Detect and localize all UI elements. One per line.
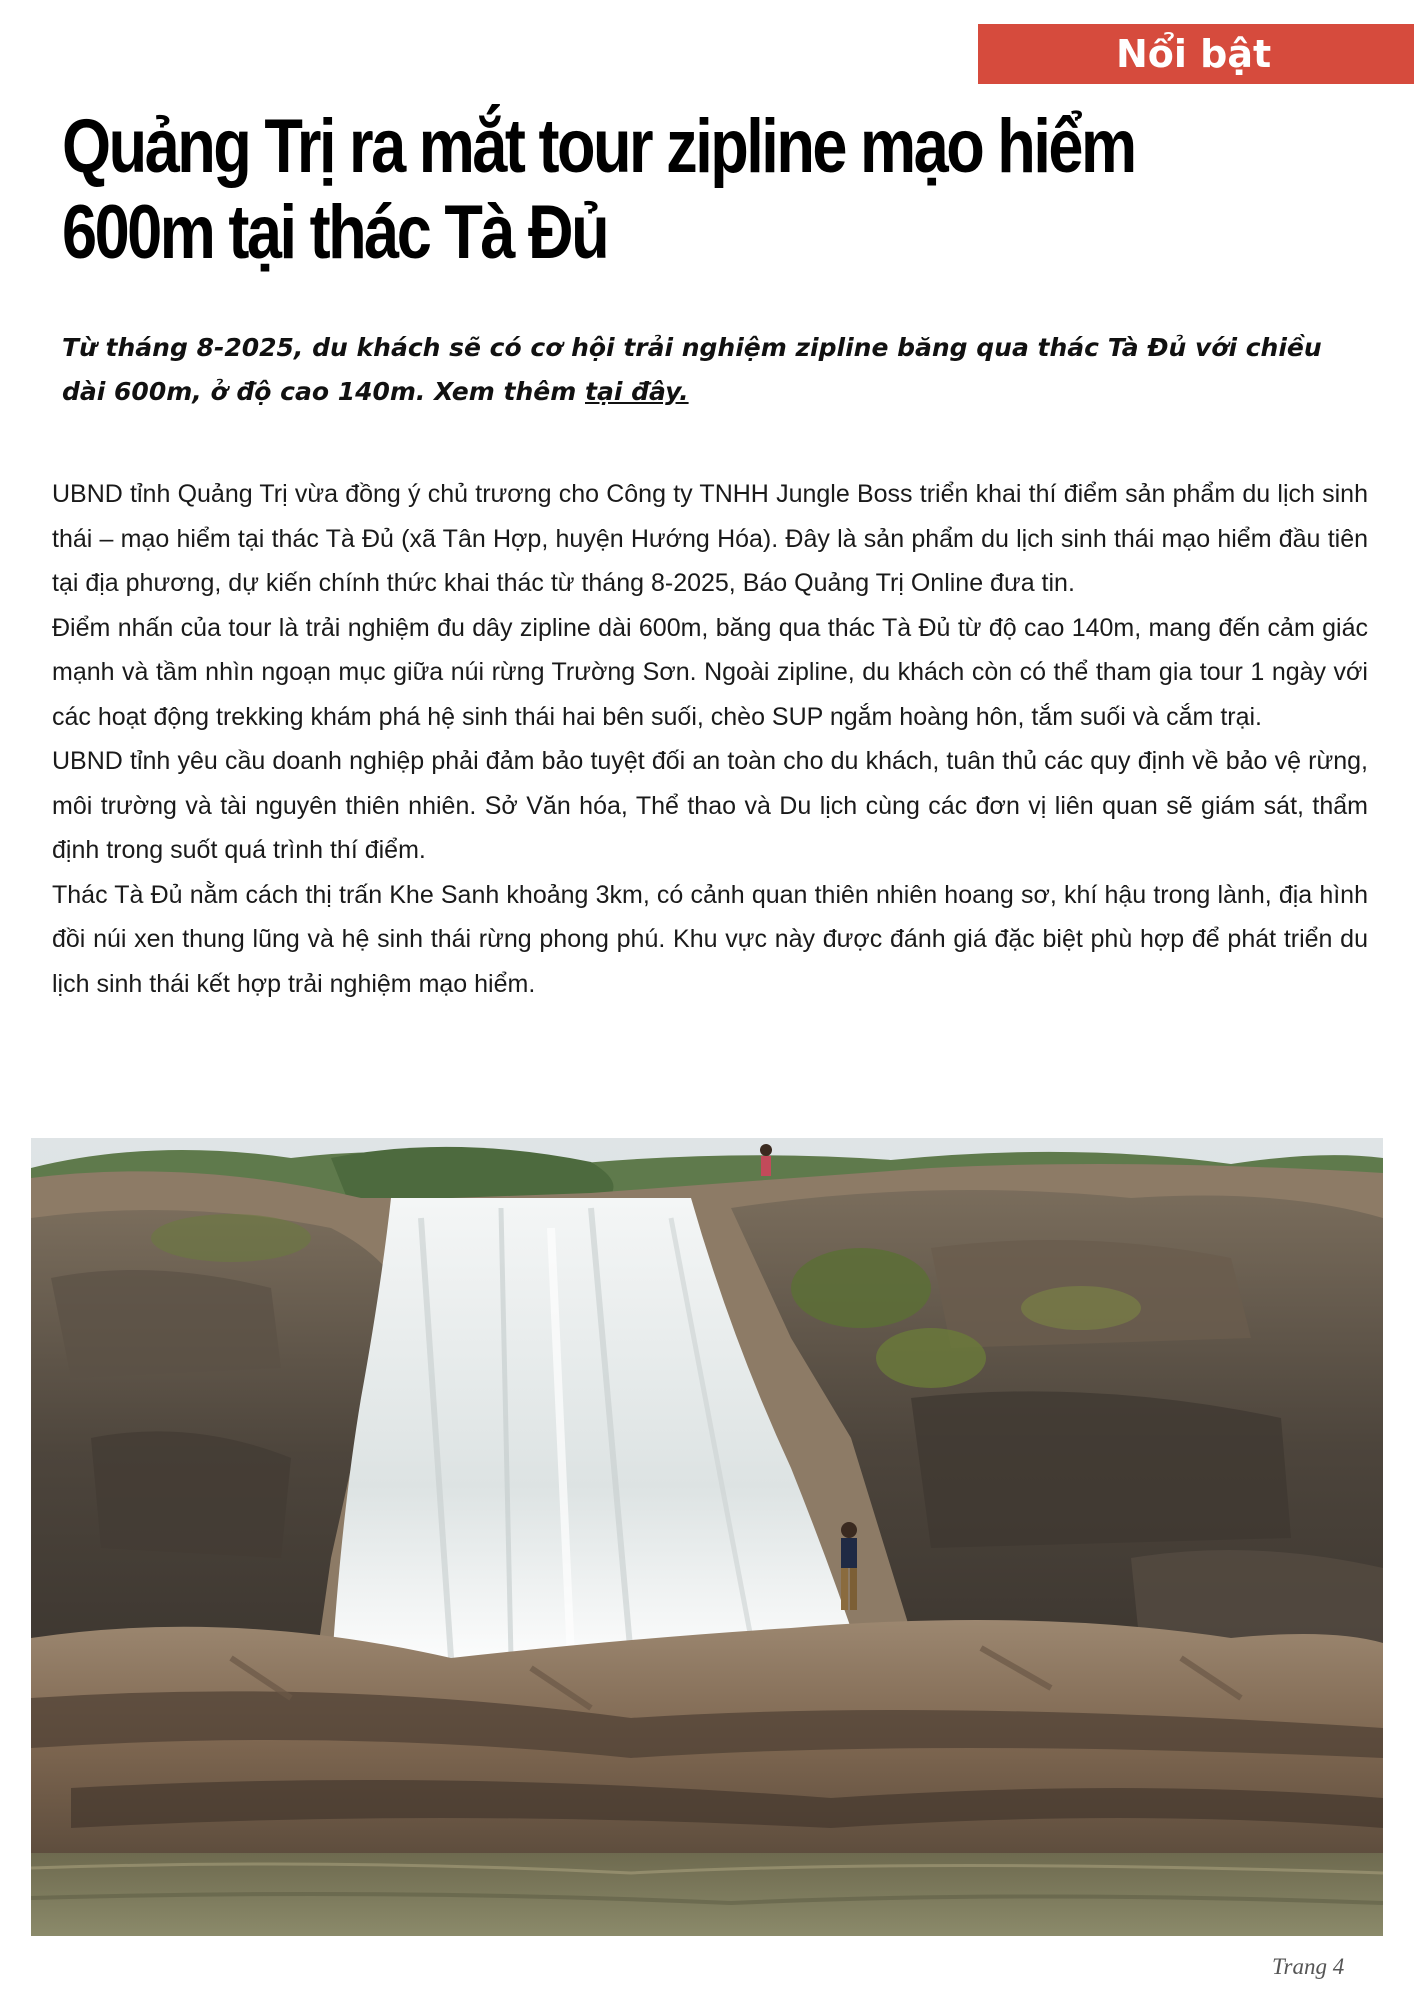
waterfall-photo (31, 1138, 1383, 1936)
lead-text: Từ tháng 8-2025, du khách sẽ có cơ hội trải nghiệm zipline băng qua thác Tà Đủ với chiều dài 600m, ở độ cao 140m. Xem thêm (62, 333, 1322, 406)
page-number: Trang 4 (1272, 1954, 1345, 1979)
read-more-link[interactable]: tại đây. (585, 377, 689, 406)
paragraph-2: Điểm nhấn của tour là trải nghiệm đu dây zipline dài 600m, băng qua thác Tà Đủ từ độ cao 140m, mang đến cảm giác mạnh và tầm nhìn ngoạn mục giữa núi rừng Trường Sơn. Ngoài zipline, du khách còn có thể tham gia tour 1 ngày với các hoạt động trekking khám phá hệ sinh thái hai bên suối, chèo SUP ngắm hoàng hôn, tắm suối và cắm trại. (52, 613, 1368, 731)
paragraph-4: Thác Tà Đủ nằm cách thị trấn Khe Sanh khoảng 3km, có cảnh quan thiên nhiên hoang sơ, khí hậu trong lành, địa hình đồi núi xen thung lũng và hệ sinh thái rừng phong phú. Khu vực này được đánh giá đặc biệt phù hợp để phát triển du lịch sinh thái kết hợp trải nghiệm mạo hiểm. (52, 880, 1368, 998)
article-body (52, 472, 1368, 1006)
paragraph-1: UBND tỉnh Quảng Trị vừa đồng ý chủ trương cho Công ty TNHH Jungle Boss triển khai thí điểm sản phẩm du lịch sinh thái – mạo hiểm tại thác Tà Đủ (xã Tân Hợp, huyện Hướng Hóa). Đây là sản phẩm du lịch sinh thái mạo hiểm đầu tiên tại địa phương, dự kiến chính thức khai thác từ tháng 8-2025, Báo Quảng Trị Online đưa tin. (52, 480, 1368, 597)
article-title: Quảng Trị ra mắt tour zipline mạo hiểm 600m tại thác Tà Đủ (62, 104, 1135, 275)
section-tag: Nổi bật (978, 24, 1414, 84)
article-lead (62, 326, 1370, 414)
paragraph-3: UBND tỉnh yêu cầu doanh nghiệp phải đảm bảo tuyệt đối an toàn cho du khách, tuân thủ các quy định về bảo vệ rừng, môi trường và tài nguyên thiên nhiên. Sở Văn hóa, Thể thao và Du lịch cùng các đơn vị liên quan sẽ giám sát, thẩm định trong suốt quá trình thí điểm. (52, 747, 1368, 864)
